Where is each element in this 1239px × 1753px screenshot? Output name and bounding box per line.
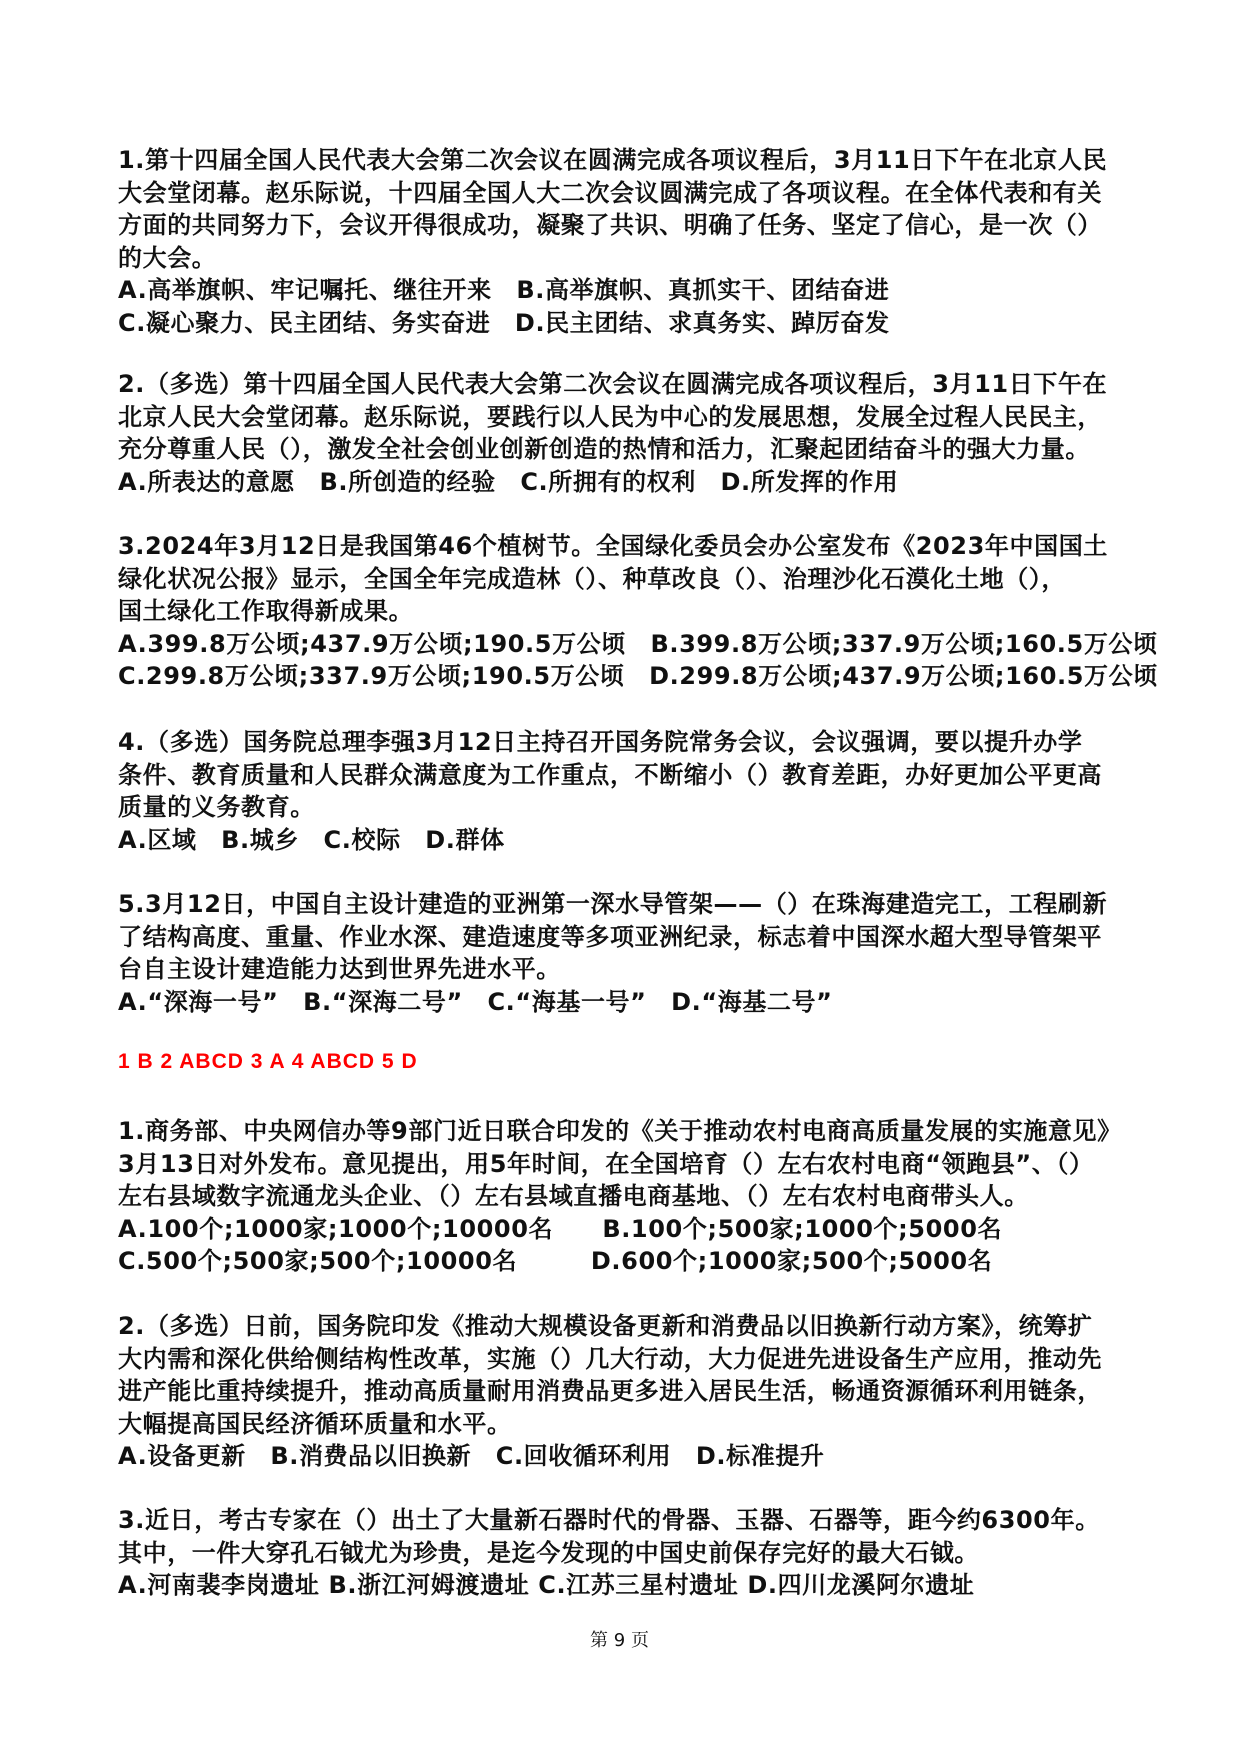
- question-text-line: 1.商务部、中央网信办等9部门近日联合印发的《关于推动农村电商高质量发展的实施意见》: [118, 1117, 1122, 1145]
- question-options-line: A.区域 B.城乡 C.校际 D.群体: [118, 825, 505, 854]
- question-text-line: 大内需和深化供给侧结构性改革，实施（）几大行动，大力促进先进设备生产应用，推动先: [118, 1344, 1102, 1373]
- question-text-line: 台自主设计建造能力达到世界先进水平。: [118, 955, 561, 984]
- question-text-line: 1.第十四届全国人民代表大会第二次会议在圆满完成各项议程后，3月11日下午在北京人民: [118, 146, 1108, 174]
- question-text-line: 其中，一件大穿孔石钺尤为珍贵，是迄今发现的中国史前保存完好的最大石钺。: [118, 1538, 979, 1567]
- question-text-line: 3.近日，考古专家在（）出土了大量新石器时代的骨器、玉器、石器等，距今约6300年。: [118, 1506, 1100, 1534]
- question-options-line: A.设备更新 B.消费品以旧换新 C.回收循环利用 D.标准提升: [118, 1442, 825, 1471]
- question-text-line: 左右县域数字流通龙头企业、（）左右县域直播电商基地、（）左右农村电商带头人。: [118, 1182, 1029, 1211]
- question-text-line: 了结构高度、重量、作业水深、建造速度等多项亚洲纪录，标志着中国深水超大型导管架平: [118, 922, 1102, 951]
- question-text-line: 3月13日对外发布。意见提出，用5年时间，在全国培育（）左右农村电商“领跑县”、（）: [118, 1149, 1094, 1178]
- answer-key: 1 B 2 ABCD 3 A 4 ABCD 5 D: [118, 1050, 418, 1073]
- question-options-line: A.“深海一号” B.“深海二号” C.“海基一号” D.“海基二号”: [118, 987, 833, 1016]
- question-options-line: C.500个;500家;500个;10000名 D.600个;1000家;500个;5000名: [118, 1247, 993, 1276]
- part2-question-1: [118, 1115, 1138, 1278]
- question-options-line: A.高举旗帜、牢记嘱托、继往开来 B.高举旗帜、真抓实干、团结奋进: [118, 276, 890, 305]
- question-options-line: C.299.8万公顷;337.9万公顷;190.5万公顷 D.299.8万公顷;437.9万公顷;160.5万公顷: [118, 662, 1158, 691]
- page-number: 第 9 页: [590, 1630, 649, 1651]
- question-text-line: 进产能比重持续提升，推动高质量耐用消费品更多进入居民生活，畅通资源循环利用链条，: [118, 1377, 1102, 1406]
- question-text-line: 国土绿化工作取得新成果。: [118, 597, 414, 626]
- part1-question-3: [118, 530, 1158, 693]
- question-text-line: 3.2024年3月12日是我国第46个植树节。全国绿化委员会办公室发布《2023年中国国土: [118, 532, 1108, 560]
- question-text-line: 5.3月12日，中国自主设计建造的亚洲第一深水导管架——（）在珠海建造完工，工程刷新: [118, 890, 1108, 918]
- question-text-line: 2.（多选）日前，国务院印发《推动大规模设备更新和消费品以旧换新行动方案》，统筹扩: [118, 1312, 1093, 1340]
- question-text-line: 充分尊重人民（），激发全社会创业创新创造的热情和活力，汇聚起团结奋斗的强大力量。: [118, 435, 1090, 464]
- question-options-line: A.所表达的意愿 B.所创造的经验 C.所拥有的权利 D.所发挥的作用: [118, 467, 899, 496]
- part1-question-4: [118, 726, 1138, 856]
- question-options-line: C.凝心聚力、民主团结、务实奋进 D.民主团结、求真务实、踔厉奋发: [118, 308, 890, 337]
- question-text-line: 绿化状况公报》显示，全国全年完成造林（）、种草改良（）、治理沙化石漠化土地（），: [118, 564, 1066, 593]
- part1-question-2: [118, 368, 1138, 498]
- question-text-line: 方面的共同努力下，会议开得很成功，凝聚了共识、明确了任务、坚定了信心，是一次（）: [118, 211, 1102, 240]
- part2-question-2: [118, 1310, 1138, 1473]
- question-text-line: 质量的义务教育。: [118, 793, 315, 822]
- question-text-line: 4.（多选）国务院总理李强3月12日主持召开国务院常务会议，会议强调，要以提升办学: [118, 728, 1083, 756]
- question-text-line: 北京人民大会堂闭幕。赵乐际说，要践行以人民为中心的发展思想，发展全过程人民民主，: [118, 402, 1102, 431]
- question-text-line: 2.（多选）第十四届全国人民代表大会第二次会议在圆满完成各项议程后，3月11日下午在: [118, 370, 1108, 398]
- part1-question-1: [118, 144, 1138, 340]
- part2-question-3: [118, 1504, 1138, 1602]
- question-text-line: 条件、教育质量和人民群众满意度为工作重点，不断缩小（）教育差距，办好更加公平更高: [118, 760, 1102, 789]
- part1-question-5: [118, 888, 1138, 1018]
- question-options-line: A.399.8万公顷;437.9万公顷;190.5万公顷 B.399.8万公顷;337.9万公顷;160.5万公顷: [118, 629, 1158, 658]
- question-text-line: 的大会。: [118, 243, 217, 272]
- question-text-line: 大会堂闭幕。赵乐际说，十四届全国人大二次会议圆满完成了各项议程。在全体代表和有关: [118, 178, 1102, 207]
- question-options-line: A.河南裴李岗遗址 B.浙江河姆渡遗址 C.江苏三星村遗址 D.四川龙溪阿尔遗址: [118, 1571, 975, 1600]
- question-options-line: A.100个;1000家;1000个;10000名 B.100个;500家;1000个;5000名: [118, 1214, 1003, 1243]
- question-text-line: 大幅提高国民经济循环质量和水平。: [118, 1409, 512, 1438]
